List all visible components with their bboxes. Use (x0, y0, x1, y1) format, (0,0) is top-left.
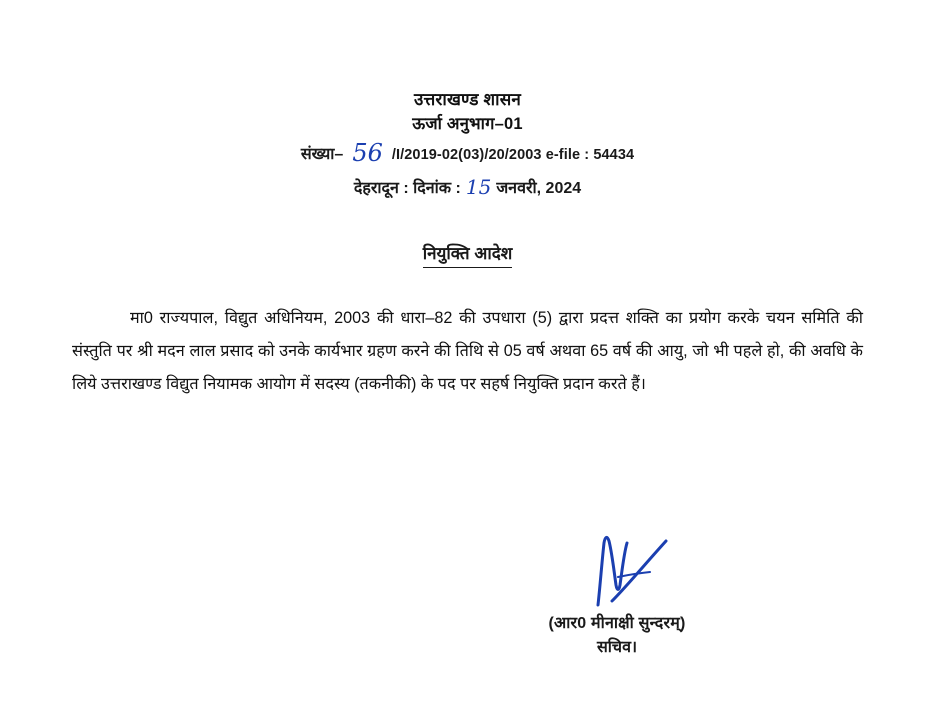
signature-mark (467, 531, 767, 609)
reference-code: /I/2019-02(03)/20/2003 e-file : 54434 (391, 146, 635, 163)
page-title-text: नियुक्ति आदेश (423, 241, 513, 268)
signatory-name: (आर0 मीनाक्षी सुन्दरम्) (548, 615, 686, 632)
number-label: संख्या– (300, 145, 344, 163)
place-date-label: देहरादून : दिनांक : (353, 179, 461, 197)
handwritten-number: 56 (352, 138, 383, 167)
signatory-designation: सचिव। (596, 639, 638, 656)
place-date-line (0, 172, 935, 201)
document-header (0, 88, 935, 201)
page-title (0, 241, 935, 268)
signature-block (467, 531, 767, 657)
date-month-year: जनवरी, 2024 (496, 179, 582, 197)
government-name: उत्तराखण्ड शासन (413, 90, 522, 109)
document-page (0, 88, 935, 719)
handwritten-date: 15 (465, 174, 492, 199)
department-name: ऊर्जा अनुभाग–01 (412, 114, 523, 133)
order-body-text: मा0 राज्यपाल, विद्युत अधिनियम, 2003 की धारा–82 की उपधारा (5) द्वारा प्रदत्त शक्ति का प्रयोग करके चयन समिति की संस्तुति पर श्री मदन लाल प्रसाद को उनके कार्यभार ग्रहण करने की तिथि से 05 वर्ष अथवा 65 वर्ष की आयु, जो भी पहले हो, की अवधि के लिये उत्तराखण्ड विद्युत नियामक आयोग में सदस्य (तकनीकी) के पद पर सहर्ष नियुक्ति प्रदान करते हैं। (72, 308, 863, 394)
reference-number-line (0, 138, 935, 167)
order-body (72, 302, 863, 402)
